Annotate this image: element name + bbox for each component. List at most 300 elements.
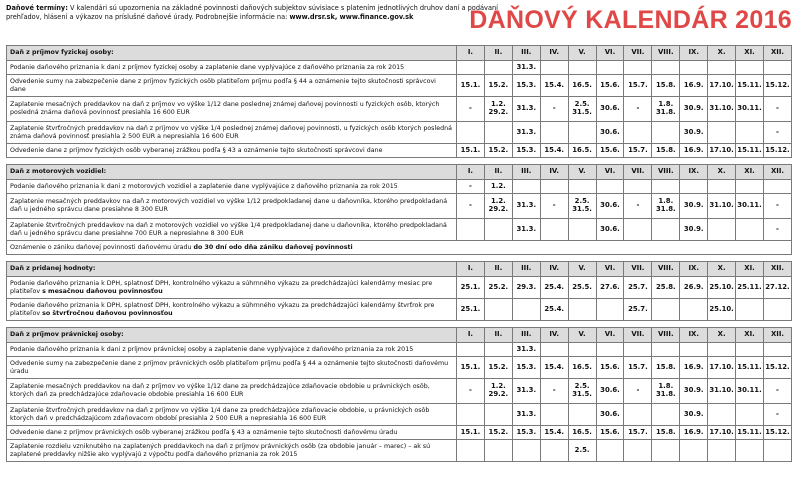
deadline-cell: 31.10. (708, 97, 736, 122)
deadline-cell (708, 122, 736, 144)
obligation-text: Podanie daňového priznania k dani z príjmov právnickej osoby a zaplatenie dane vyplývajúce z daňového priznania za rok 2015 (10, 345, 414, 353)
obligation-text: Zaplatenie rozdielu vzniknutého na zaplatených preddavkoch na daň z príjmov právnických osôb (za obdobie január – marec) – ak sú zaplatené preddavky nižšie ako vyplývajú z výpočtu podľa daňového priznania za rok 2015 (10, 442, 431, 458)
month-header-7: VII. (624, 262, 652, 277)
deadline-cell: 31.3. (512, 219, 540, 241)
deadline-cell (708, 440, 736, 462)
month-header-2: II. (484, 262, 512, 277)
deadline-cell: 15.6. (596, 426, 624, 440)
deadline-cell: 1.8. 31.8. (652, 97, 680, 122)
deadline-cell: 15.7. (624, 357, 652, 379)
deadline-cell (568, 404, 596, 426)
section-header-row (7, 165, 792, 180)
month-header-9: IX. (680, 46, 708, 61)
deadline-cell: 16.5. (568, 144, 596, 158)
deadline-cell: 31.3. (512, 343, 540, 357)
deadline-cell: 30.9. (680, 404, 708, 426)
deadline-cell (708, 180, 736, 194)
deadline-cell: 15.4. (540, 144, 568, 158)
deadline-cell (568, 219, 596, 241)
deadline-cell: - (457, 180, 485, 194)
deadline-cell: 25.1. (457, 277, 485, 299)
deadline-cell: 27.12. (763, 277, 791, 299)
section-header-row (7, 46, 792, 61)
deadline-cell: 1.2. 29.2. (484, 194, 512, 219)
deadline-cell (457, 440, 485, 462)
deadline-cell (540, 440, 568, 462)
obligation-row (7, 194, 792, 219)
deadline-cell: 15.4. (540, 426, 568, 440)
deadline-cell (484, 219, 512, 241)
deadline-cell: 16.9. (680, 357, 708, 379)
deadline-cell (512, 299, 540, 321)
deadline-cell: 25.10. (708, 277, 736, 299)
obligation-row (7, 299, 792, 321)
deadline-cell (736, 61, 764, 75)
deadline-cell (568, 343, 596, 357)
deadline-cell (680, 61, 708, 75)
deadline-cell: 15.7. (624, 75, 652, 97)
deadline-cell (484, 122, 512, 144)
deadline-cell: 1.2. 29.2. (484, 97, 512, 122)
deadline-cell: 15.8. (652, 357, 680, 379)
obligation-description (7, 426, 457, 440)
section-gap (7, 321, 792, 328)
deadline-cell: 25.4. (540, 277, 568, 299)
obligation-description (7, 404, 457, 426)
section-title: Daň z príjmov právnickej osoby: (7, 328, 457, 343)
month-header-8: VIII. (652, 328, 680, 343)
month-header-10: X. (708, 328, 736, 343)
deadline-cell (484, 61, 512, 75)
deadline-cell: 25.7. (624, 299, 652, 321)
month-header-1: I. (457, 328, 485, 343)
deadline-cell (652, 61, 680, 75)
month-header-5: V. (568, 46, 596, 61)
deadline-cell (540, 343, 568, 357)
deadline-cell: 17.10. (708, 144, 736, 158)
month-header-3: III. (512, 165, 540, 180)
tax-calendar-table (6, 45, 792, 462)
deadline-cell (708, 219, 736, 241)
deadline-cell: 25.4. (540, 299, 568, 321)
deadline-cell (652, 122, 680, 144)
obligation-row (7, 404, 792, 426)
obligation-description (7, 75, 457, 97)
month-header-10: X. (708, 165, 736, 180)
deadline-cell (624, 343, 652, 357)
deadline-cell: - (540, 379, 568, 404)
deadline-cell: 25.1. (457, 299, 485, 321)
deadline-cell: 15.8. (652, 144, 680, 158)
obligation-row (7, 357, 792, 379)
section-header-row (7, 262, 792, 277)
deadline-cell (596, 440, 624, 462)
deadline-cell: - (624, 379, 652, 404)
month-header-11: XI. (736, 328, 764, 343)
deadline-cell (512, 440, 540, 462)
obligation-text: Odvedenie sumy na zabezpečenie dane z príjmov právnických osôb platiteľom príjmu podľa § 44 a oznámenie tejto skutočnosti daňovému úradu (10, 359, 449, 375)
obligation-row (7, 277, 792, 299)
deadline-cell: 30.6. (596, 194, 624, 219)
deadline-cell (484, 404, 512, 426)
deadline-cell (708, 61, 736, 75)
month-header-7: VII. (624, 328, 652, 343)
deadline-cell (596, 61, 624, 75)
deadline-cell: 15.3. (512, 144, 540, 158)
deadline-cell (652, 404, 680, 426)
deadline-cell: - (540, 97, 568, 122)
deadline-cell: 15.2. (484, 75, 512, 97)
month-header-2: II. (484, 165, 512, 180)
obligation-text: Podanie daňového priznania k dani z motorových vozidiel a zaplatenie dane vyplývajúce z daňového priznania za rok 2015 (10, 182, 398, 190)
obligation-text-bold: so štvrťročnou daňovou povinnosťou (42, 309, 173, 317)
deadline-cell: 30.11. (736, 97, 764, 122)
deadline-cell: - (763, 379, 791, 404)
deadline-cell (568, 61, 596, 75)
deadline-cell (652, 299, 680, 321)
intro-label: Daňové termíny: (6, 4, 68, 12)
month-header-1: I. (457, 46, 485, 61)
deadline-cell: 15.3. (512, 426, 540, 440)
deadline-cell (763, 61, 791, 75)
deadline-cell: 29.3. (512, 277, 540, 299)
deadline-cell (457, 404, 485, 426)
deadline-cell: 1.8. 31.8. (652, 379, 680, 404)
deadline-cell: 31.3. (512, 404, 540, 426)
deadline-cell (708, 343, 736, 357)
deadline-cell: 30.11. (736, 379, 764, 404)
deadline-cell: 2.5. 31.5. (568, 194, 596, 219)
deadline-cell: 25.5. (568, 277, 596, 299)
deadline-cell: - (763, 97, 791, 122)
deadline-cell (680, 343, 708, 357)
deadline-cell: 15.1. (457, 144, 485, 158)
deadline-cell: 31.3. (512, 61, 540, 75)
section-title: Daň z príjmov fyzickej osoby: (7, 46, 457, 61)
month-header-6: VI. (596, 46, 624, 61)
deadline-cell: 31.3. (512, 194, 540, 219)
deadline-cell: 15.11. (736, 426, 764, 440)
deadline-cell (624, 440, 652, 462)
deadline-cell: 16.9. (680, 144, 708, 158)
deadline-cell: 1.2. (484, 180, 512, 194)
deadline-cell: 31.3. (512, 379, 540, 404)
deadline-cell (652, 440, 680, 462)
deadline-cell (568, 180, 596, 194)
deadline-cell: 15.4. (540, 75, 568, 97)
deadline-cell: 15.2. (484, 144, 512, 158)
obligation-description (7, 277, 457, 299)
deadline-cell: 30.9. (680, 122, 708, 144)
obligation-text: Zaplatenie štvrťročných preddavkov na daň z príjmov vo výške 1/4 poslednej známej daňovej povinnosti, u fyzických osôb ktorých posledná známa daňová povinnosť presiahla 2 500 EUR a nepresiahla 16 600 EUR (10, 124, 452, 140)
deadline-cell: 16.5. (568, 75, 596, 97)
deadline-cell: 15.8. (652, 75, 680, 97)
month-header-9: IX. (680, 165, 708, 180)
obligation-text: Odvedenie dane z príjmov právnických osôb vyberanej zrážkou podľa § 43 a oznámenie tejto skutočnosti daňovému úradu (10, 428, 398, 436)
obligation-text: Zaplatenie štvrťročných preddavkov na daň z motorových vozidiel vo výške 1/4 predpokladanej dane u daňovníka, ktorého predpokladaná daň u jedného správcu dane presiahne 700 EUR a nepresiahne 8 300 EUR (10, 221, 447, 237)
deadline-cell: 31.10. (708, 194, 736, 219)
deadline-cell: 30.9. (680, 379, 708, 404)
deadline-cell: - (763, 122, 791, 144)
deadline-cell: 15.12. (763, 144, 791, 158)
month-header-11: XI. (736, 262, 764, 277)
deadline-cell: 15.11. (736, 75, 764, 97)
deadline-cell: 15.12. (763, 426, 791, 440)
deadline-cell: 16.9. (680, 75, 708, 97)
deadline-cell: - (457, 194, 485, 219)
obligation-row (7, 241, 792, 255)
month-header-3: III. (512, 328, 540, 343)
deadline-cell: 15.8. (652, 426, 680, 440)
month-header-6: VI. (596, 165, 624, 180)
deadline-cell: 30.6. (596, 97, 624, 122)
deadline-cell: 30.6. (596, 379, 624, 404)
obligation-description (7, 357, 457, 379)
deadline-cell (568, 299, 596, 321)
deadline-cell (763, 180, 791, 194)
deadline-cell (624, 122, 652, 144)
deadline-cell: - (457, 97, 485, 122)
deadline-cell (736, 440, 764, 462)
deadline-cell: 17.10. (708, 426, 736, 440)
deadline-cell (652, 343, 680, 357)
deadline-cell (540, 404, 568, 426)
deadline-cell (736, 122, 764, 144)
month-header-4: IV. (540, 262, 568, 277)
obligation-text-bold: s mesačnou daňovou povinnosťou (42, 287, 163, 295)
obligation-text: Zaplatenie mesačných preddavkov na daň z motorových vozidiel vo výške 1/12 predpokladanej dane u daňovníka, ktorého predpokladaná daň u jedného správcu dane presiahne 8 300 EUR (10, 198, 448, 213)
month-header-12: XII. (763, 328, 791, 343)
month-header-4: IV. (540, 165, 568, 180)
month-header-6: VI. (596, 328, 624, 343)
deadline-cell: 15.11. (736, 144, 764, 158)
deadline-cell (652, 219, 680, 241)
obligation-description (7, 219, 457, 241)
deadline-cell (652, 180, 680, 194)
month-header-5: V. (568, 328, 596, 343)
deadline-cell: 30.6. (596, 219, 624, 241)
month-header-3: III. (512, 46, 540, 61)
obligation-description (7, 379, 457, 404)
deadline-cell: - (457, 379, 485, 404)
obligation-text: Zaplatenie mesačných preddavkov na daň z príjmov vo výške 1/12 dane za predchádzajúce zdaňovacie obdobie u právnických osôb, ktorých daň za predchádzajúce zdaňovacie obdobie presiahla 16 600 EUR (10, 383, 430, 398)
obligation-text: Zaplatenie mesačných preddavkov na daň z príjmov vo výške 1/12 dane poslednej známej daňovej povinnosti u fyzických osôb, ktorých posledná známa daňová povinnosť presiahla 16 600 EUR (10, 101, 440, 116)
obligation-description (7, 144, 457, 158)
deadline-cell (540, 219, 568, 241)
deadline-cell: 16.9. (680, 426, 708, 440)
deadline-cell: 15.6. (596, 357, 624, 379)
deadline-cell (763, 440, 791, 462)
deadline-cell: - (763, 219, 791, 241)
deadline-cell: 30.9. (680, 194, 708, 219)
deadline-cell (484, 440, 512, 462)
month-header-7: VII. (624, 165, 652, 180)
deadline-cell (624, 219, 652, 241)
section-title: Daň z motorových vozidiel: (7, 165, 457, 180)
obligation-description (7, 299, 457, 321)
obligation-row (7, 440, 792, 462)
deadline-cell (512, 180, 540, 194)
deadline-cell: 15.2. (484, 357, 512, 379)
deadline-cell: 1.8. 31.8. (652, 194, 680, 219)
deadline-cell: 30.6. (596, 122, 624, 144)
deadline-cell: 15.1. (457, 357, 485, 379)
obligation-row (7, 379, 792, 404)
deadline-cell (457, 61, 485, 75)
month-header-5: V. (568, 262, 596, 277)
deadline-cell (484, 299, 512, 321)
deadline-cell (624, 180, 652, 194)
month-header-5: V. (568, 165, 596, 180)
deadline-cell: 15.11. (736, 357, 764, 379)
deadline-cell (596, 180, 624, 194)
month-header-12: XII. (763, 262, 791, 277)
month-header-8: VIII. (652, 165, 680, 180)
deadline-cell: 15.3. (512, 75, 540, 97)
obligation-description (7, 61, 457, 75)
deadline-cell: 30.9. (680, 219, 708, 241)
deadline-cell (763, 343, 791, 357)
month-header-8: VIII. (652, 262, 680, 277)
obligation-row (7, 343, 792, 357)
obligation-description (7, 343, 457, 357)
deadline-cell (680, 299, 708, 321)
section-gap (7, 255, 792, 262)
month-header-9: IX. (680, 328, 708, 343)
deadline-cell: 17.10. (708, 357, 736, 379)
month-header-11: XI. (736, 165, 764, 180)
deadline-cell: 2.5. (568, 440, 596, 462)
deadline-cell: 25.11. (736, 277, 764, 299)
obligation-text: Podanie daňového priznania k DPH, splatnosť DPH, kontrolného výkazu a súhrnného výkazu za predchádzajúci kalendárny štvrťrok pre platiteľov (10, 301, 435, 317)
deadline-cell: 15.6. (596, 144, 624, 158)
deadline-cell (568, 122, 596, 144)
month-header-4: IV. (540, 46, 568, 61)
month-header-6: VI. (596, 262, 624, 277)
obligation-row (7, 61, 792, 75)
month-header-2: II. (484, 46, 512, 61)
deadline-cell: 26.9. (680, 277, 708, 299)
deadline-cell (736, 219, 764, 241)
obligation-description (7, 440, 457, 462)
deadline-cell (484, 343, 512, 357)
deadline-cell (736, 299, 764, 321)
deadline-cell: - (624, 194, 652, 219)
deadline-cell: 25.8. (652, 277, 680, 299)
deadline-cell (680, 180, 708, 194)
month-header-10: X. (708, 262, 736, 277)
deadline-cell: 25.2. (484, 277, 512, 299)
tax-calendar-body (7, 46, 792, 462)
deadline-cell: 2.5. 31.5. (568, 379, 596, 404)
month-header-9: IX. (680, 262, 708, 277)
deadline-cell (457, 343, 485, 357)
deadline-cell: 15.3. (512, 357, 540, 379)
obligation-row (7, 97, 792, 122)
deadline-cell: 31.3. (512, 122, 540, 144)
deadline-cell: 31.3. (512, 97, 540, 122)
obligation-description (7, 194, 457, 219)
month-header-3: III. (512, 262, 540, 277)
obligation-description (7, 180, 457, 194)
intro-links[interactable]: www.drsr.sk, www.finance.gov.sk (289, 13, 414, 22)
obligation-row (7, 180, 792, 194)
deadline-cell: - (624, 97, 652, 122)
deadline-cell (763, 299, 791, 321)
deadline-cell: 1.2. 29.2. (484, 379, 512, 404)
obligation-text: Odvedenie sumy na zabezpečenie dane z príjmov fyzických osôb platiteľom príjmu podľa § 44 a oznámenie tejto skutočnosti správcovi dane (10, 77, 436, 93)
section-header-row (7, 328, 792, 343)
month-header-10: X. (708, 46, 736, 61)
obligation-row (7, 122, 792, 144)
intro-text: V kalendári sú upozornenia na základné povinnosti daňových subjektov súvisiace s platením jednotlivých druhov daní a podávaní prehľadov, hlásení a výkazov na príslušné daňové úrady. Podrobnejšie informácie na: (6, 4, 499, 22)
obligation-row (7, 75, 792, 97)
month-header-12: XII. (763, 165, 791, 180)
deadline-cell: 16.5. (568, 426, 596, 440)
deadline-cell: 15.2. (484, 426, 512, 440)
deadline-cell: 15.7. (624, 426, 652, 440)
deadline-cell (680, 440, 708, 462)
deadline-cell: 15.6. (596, 75, 624, 97)
deadline-cell: 15.12. (763, 75, 791, 97)
obligation-description (7, 97, 457, 122)
deadline-cell: - (540, 194, 568, 219)
deadline-cell: 30.6. (596, 404, 624, 426)
deadline-cell: 15.12. (763, 357, 791, 379)
deadline-cell: 31.10. (708, 379, 736, 404)
obligation-note (7, 241, 792, 255)
deadline-cell: 15.4. (540, 357, 568, 379)
month-header-8: VIII. (652, 46, 680, 61)
deadline-cell: 30.9. (680, 97, 708, 122)
deadline-cell: 30.11. (736, 194, 764, 219)
page-title: DAŇOVÝ KALENDÁR 2016 (469, 6, 792, 34)
month-header-2: II. (484, 328, 512, 343)
deadline-cell (596, 343, 624, 357)
deadline-cell: 15.1. (457, 75, 485, 97)
deadline-cell: 15.7. (624, 144, 652, 158)
obligation-text-bold: do 30 dní odo dňa zániku daňovej povinnosti (193, 243, 353, 251)
deadline-cell: - (763, 404, 791, 426)
deadline-cell (457, 219, 485, 241)
deadline-cell (624, 61, 652, 75)
section-gap (7, 158, 792, 165)
section-title: Daň z pridanej hodnoty: (7, 262, 457, 277)
month-header-12: XII. (763, 46, 791, 61)
obligation-text: Zaplatenie štvrťročných preddavkov na daň z príjmov vo výške 1/4 dane za predchádzajúce zdaňovacie obdobie, u právnických osôb ktorých daň v predchádzajúcom zdaňovacom období presiahla 2 500 EUR a nepresiahla 16 600 EUR (10, 406, 430, 422)
page-header (0, 0, 800, 44)
deadline-cell (596, 299, 624, 321)
month-header-7: VII. (624, 46, 652, 61)
deadline-cell (736, 404, 764, 426)
obligation-row (7, 219, 792, 241)
obligation-text: Oznámenie o zániku daňovej povinnosti daňovému úradu (10, 243, 194, 251)
obligation-text: Podanie daňového priznania k DPH, splatnosť DPH, kontrolného výkazu a súhrnného výkazu za predchádzajúci kalendárny mesiac pre platiteľov (10, 279, 433, 295)
month-header-4: IV. (540, 328, 568, 343)
obligation-description (7, 122, 457, 144)
deadline-cell (540, 61, 568, 75)
obligation-row (7, 426, 792, 440)
deadline-cell: 15.1. (457, 426, 485, 440)
deadline-cell (540, 180, 568, 194)
deadline-cell: 25.7. (624, 277, 652, 299)
month-header-1: I. (457, 165, 485, 180)
deadline-cell (624, 404, 652, 426)
deadline-cell: 17.10. (708, 75, 736, 97)
deadline-cell: 2.5. 31.5. (568, 97, 596, 122)
deadline-cell (540, 122, 568, 144)
intro-note (6, 4, 506, 22)
